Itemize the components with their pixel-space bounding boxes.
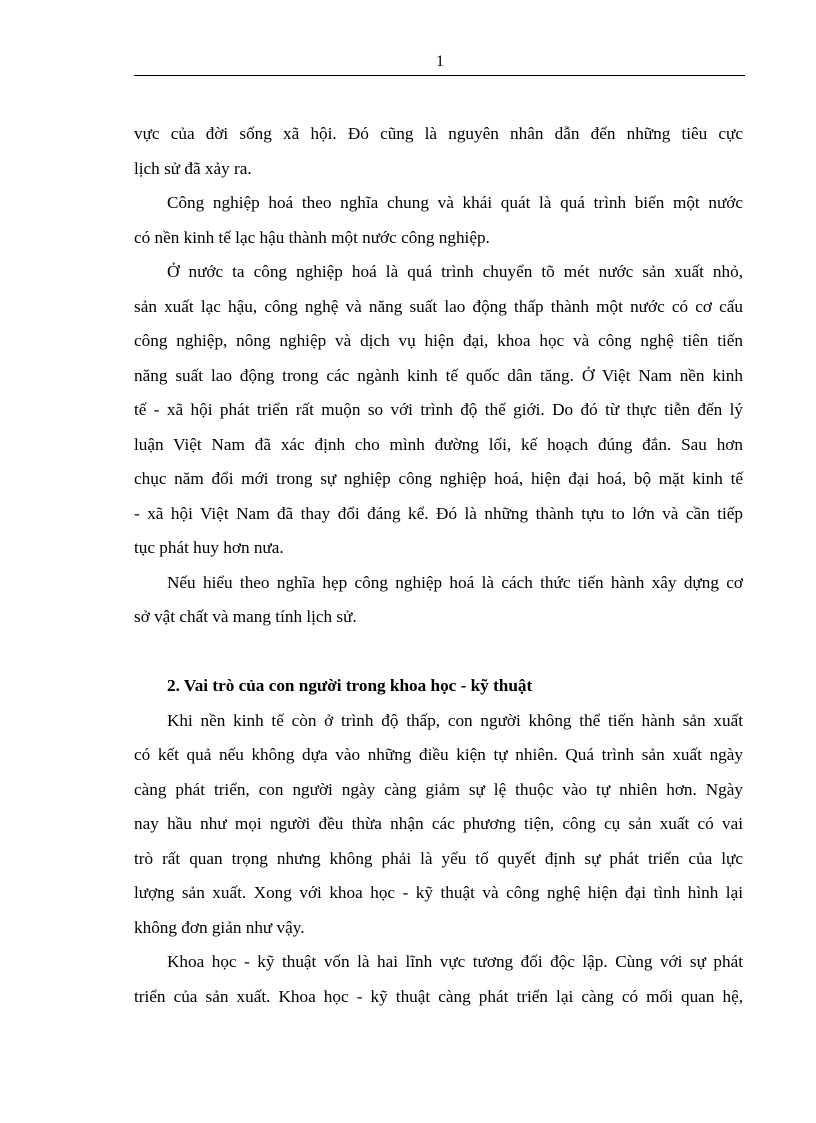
text-line: không đơn giản như vậy.	[134, 917, 305, 937]
text-line: vực của đời sống xã hội. Đó cũng là nguyên nhân dẫn đến những tiêu cực	[134, 124, 743, 143]
section-heading	[167, 669, 743, 704]
text-line: tục phát huy hơn nưa.	[134, 538, 284, 557]
text-line: sản xuất lạc hậu, công nghệ và năng suất lao động thấp thành một nước có cơ cấu	[134, 296, 743, 316]
paragraph	[134, 566, 743, 635]
text-line: có nền kinh tế lạc hậu thành một nước công nghiệp.	[134, 227, 490, 247]
section-heading-text: 2. Vai trò của con người trong khoa học - kỹ thuật	[167, 676, 533, 695]
paragraph	[134, 255, 743, 566]
paragraph	[134, 704, 743, 946]
text-line: Nếu hiểu theo nghĩa hẹp công nghiệp hoá là cách thức tiến hành xây dựng cơ	[167, 572, 743, 592]
text-line: triển của sản xuất. Khoa học - kỹ thuật càng phát triển lại càng có mối quan hệ,	[134, 986, 743, 1006]
header-rule	[134, 75, 745, 76]
paragraph	[134, 186, 743, 255]
text-line: Khoa học - kỹ thuật vốn là hai lĩnh vực tương đối độc lập. Cùng với sự phát	[167, 952, 743, 971]
section-spacer	[167, 635, 743, 670]
text-line: Công nghiệp hoá theo nghĩa chung và khái quát là quá trình biến một nước	[167, 193, 743, 212]
paragraph	[134, 945, 743, 1014]
text-line: có kết quả nếu không dựa vào những điều kiện tự nhiên. Quá trình sản xuất ngày	[134, 745, 743, 764]
text-line: luận Việt Nam đã xác định cho mình đường lối, kế hoạch đúng đắn. Sau hơn	[134, 434, 743, 454]
page-number: 1	[436, 53, 444, 70]
text-line: Khi nền kinh tế còn ở trình độ thấp, con người không thể tiến hành sản xuất	[167, 710, 743, 730]
text-line: Ở nước ta công nghiệp hoá là quá trình chuyển tõ mét nước sản xuất nhỏ,	[167, 262, 743, 281]
text-line: công nghiệp, nông nghiệp và dịch vụ hiện đại, khoa học và công nghệ tiên tiến	[134, 331, 743, 350]
paragraph-continuation	[134, 117, 743, 186]
text-line: càng phát triển, con người ngày càng giảm sự lệ thuộc vào tự nhiên hơn. Ngày	[134, 779, 743, 799]
document-body	[134, 117, 743, 1014]
text-line: sở vật chất và mang tính lịch sử.	[134, 607, 357, 626]
text-line: lượng sản xuất. Xong với khoa học - kỹ thuật và công nghệ hiện đại tình hình lại	[134, 883, 743, 902]
text-line: trò rất quan trọng nhưng không phải là yếu tố quyết định sự phát triển của lực	[134, 848, 743, 868]
text-line: chục năm đổi mới trong sự nghiệp công nghiệp hoá, hiện đại hoá, bộ mặt kinh tế	[134, 469, 743, 488]
text-line: năng suất lao động trong các ngành kinh tế quốc dân tăng. Ở Việt Nam nền kinh	[134, 365, 743, 385]
text-line: - xã hội Việt Nam đã thay đổi đáng kể. Đó là những thành tựu to lớn và cần tiếp	[134, 503, 743, 523]
text-line: lịch sử đã xảy ra.	[134, 158, 252, 178]
text-line: nay hầu như mọi người đều thừa nhận các phương tiện, công cụ sản xuất có vai	[134, 814, 743, 833]
text-line: tế - xã hội phát triển rất muộn so với trình độ thế giới. Do đó từ thực tiễn đến lý	[134, 400, 743, 419]
